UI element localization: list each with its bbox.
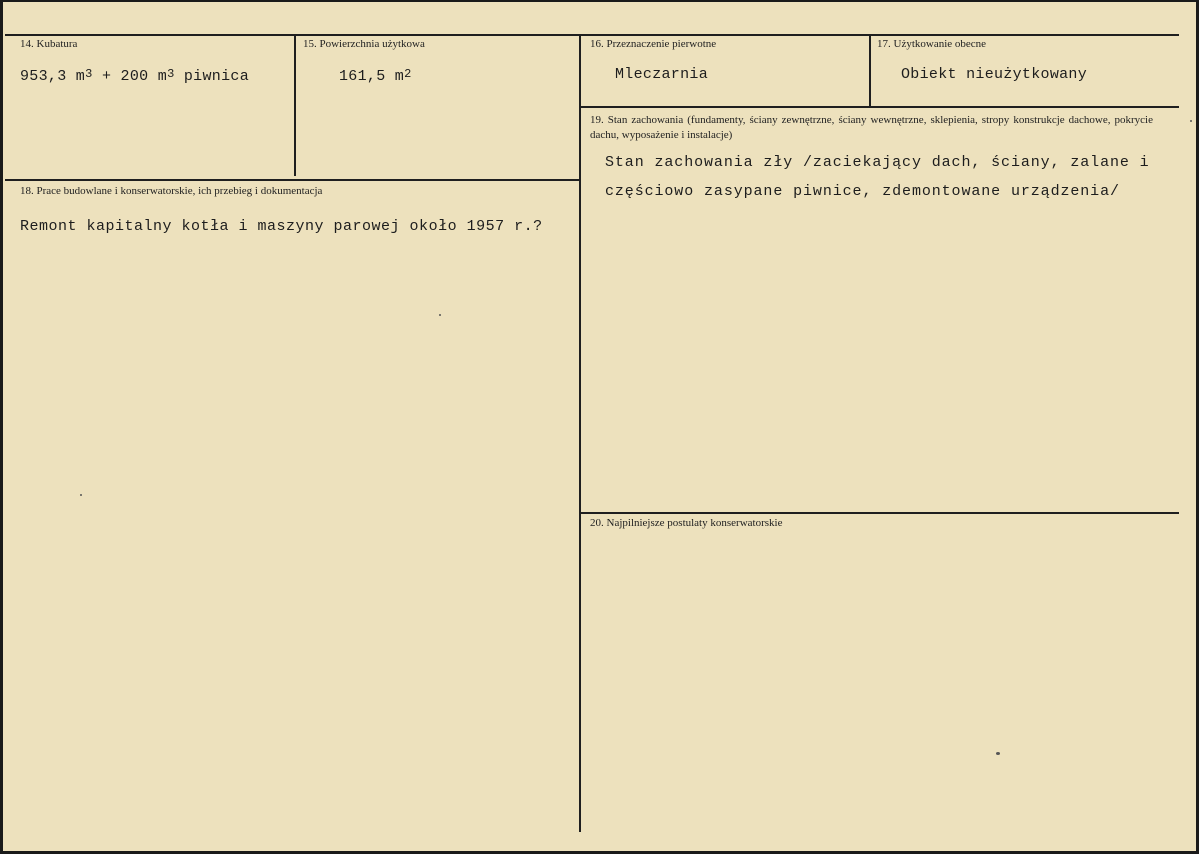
field-16-label: 16. Przeznaczenie pierwotne: [590, 38, 717, 50]
field-15-area: 161,5 m: [339, 68, 405, 85]
field-20-label: 20. Najpilniejsze postulaty konserwatorskie: [590, 517, 783, 529]
paper-speck: [996, 752, 1000, 755]
divider-14-15: [294, 34, 296, 176]
rule-above-20: [581, 512, 1179, 514]
top-rule: [5, 34, 1179, 36]
field-14-basement-exponent: 3: [167, 67, 175, 81]
divider-16-17: [869, 34, 871, 106]
field-14-label: 14. Kubatura: [20, 38, 78, 50]
left-edge: [0, 0, 3, 854]
field-15-label: 15. Powierzchnia użytkowa: [303, 38, 425, 50]
field-19-line-1: Stan zachowania zły /zaciekający dach, ściany, zalane i: [605, 154, 1150, 171]
paper-speck: [80, 494, 82, 496]
field-14-basement-word: piwnica: [174, 68, 249, 85]
field-16-value: Mleczarnia: [615, 66, 709, 83]
rule-above-19: [581, 106, 1179, 108]
paper-speck: [439, 314, 441, 316]
paper-speck: [1190, 120, 1192, 122]
field-17-value: Obiekt nieużytkowany: [901, 66, 1088, 83]
field-14-exponent: 3: [85, 67, 93, 81]
cropped-text-remnant: [370, 0, 750, 6]
field-14-volume: 953,3 m: [20, 68, 86, 85]
field-14-basement-volume: + 200 m: [92, 68, 168, 85]
field-18-value: Remont kapitalny kotła i maszyny parowej około 1957 r.?: [20, 218, 543, 235]
field-14-value: [20, 68, 249, 85]
field-15-exponent: 2: [404, 67, 412, 81]
field-18-label: 18. Prace budowlane i konserwatorskie, ich przebieg i dokumentacja: [20, 185, 323, 197]
field-19-label: 19. Stan zachowania (fundamenty, ściany zewnętrzne, ściany wewnętrzne, sklepienia, stropy konstrukcje dachowe, pokrycie dachu, wyposażenie i instalacje): [590, 114, 1153, 141]
divider-center: [579, 34, 581, 832]
field-17-label: 17. Użytkowanie obecne: [877, 38, 987, 50]
field-15-value: [339, 68, 412, 85]
field-19-line-2: częściowo zasypane piwnice, zdemontowane urządzenia/: [605, 183, 1120, 200]
rule-above-18: [5, 179, 581, 181]
